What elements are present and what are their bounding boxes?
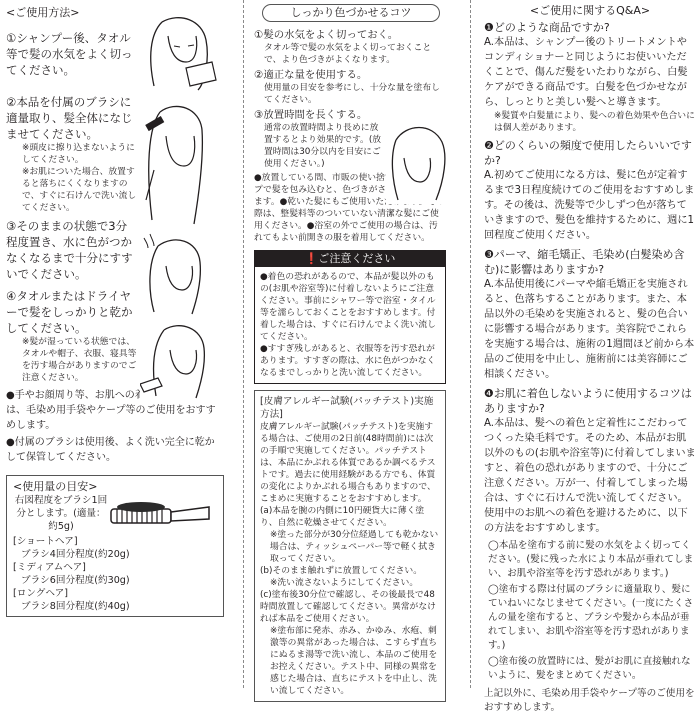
question-1: ❶どのような商品ですか? <box>484 21 610 34</box>
dry-illustration <box>140 320 220 400</box>
patch-test-step-a: (a)本品を腕の内側に10円硬貨大に薄く塗り、自然に乾燥させてください。 <box>260 506 425 528</box>
towel-dry-illustration <box>140 14 220 92</box>
usage-short-amount: ブラシ4回分程度(約20g) <box>21 549 130 560</box>
brush-apply-illustration <box>140 100 220 228</box>
alert-icon: ❗ <box>304 252 319 265</box>
rinse-illustration <box>140 232 220 318</box>
step-4-note: ※髪が湿っている状態では、タオルや帽子、衣服、寝具等を汚す場合がありますのでご注意ください。 <box>22 337 137 383</box>
caution-heading: ❗ご注意ください <box>255 251 445 267</box>
usage-short-label: [ショートヘア] <box>13 536 78 547</box>
patch-test-title: [皮膚アレルギー試験(パッチテスト)実施方法] <box>260 396 434 420</box>
usage-medium-label: [ミディアムヘア] <box>13 562 86 573</box>
tip-3-body: 通常の放置時間より長めに放置するとより効果的です。(放置時間は30分以内を目安にご使用ください。) <box>264 123 382 169</box>
tips-column <box>254 0 446 702</box>
patch-test-intro: 皮膚アレルギー試験(パッチテスト)を実施する場合は、ご使用の2日前(48時間前)には次の手順で実施してください。パッチテストは、本品にかぶれる体質であるか調べるテストです。過去に使用経験がある方でも、体質の変化によりかぶれる場合もありますので、こまめに実施することをおすすめします。 <box>260 422 436 504</box>
answer-3: A.本品使用後にパーマや縮毛矯正を実施されると、色落ちすることがあります。また、本品以外の毛染めを実施されると、髪の色合いに影響する場合があります。美容院でこれらを実施する場合は、施術の1週間ほど前から本品のご使用を中止し、施術前には美容師にご相談ください。 <box>484 279 695 380</box>
usage-medium-amount: ブラシ6回分程度(約30g) <box>21 575 130 586</box>
caution-box <box>254 250 446 384</box>
tip-1-title: ①髪の水気をよく切っておく。 <box>254 29 399 41</box>
usage-intro: 右図程度をブラシ1回分とします。(適量：約5g) <box>14 495 108 532</box>
patch-test-step-b: (b)そのまま触れずに放置してください。 <box>260 566 422 576</box>
brush-care: ●付属のブラシは使用後、よく洗い完全に乾かして保管してください。 <box>6 437 215 463</box>
tip-2-body: 使用量の目安を参考にし、十分な量を塗布してください。 <box>264 83 440 105</box>
answer-2: A.初めてご使用になる方は、髪に色が定着するまで3日程度続けてのご使用をおすすめします。その後は、洗髪等で少しずつ色が落ちていきますので、髪色を維持するために、週に1回程度ご使用ください。 <box>484 170 695 241</box>
column-divider <box>470 0 471 688</box>
brush-icon <box>109 497 213 531</box>
usage-long-amount: ブラシ8回分程度(約40g) <box>21 601 130 612</box>
patch-test-box <box>254 390 446 702</box>
hair-cap-illustration <box>386 120 450 204</box>
question-3: ❸パーマ、縮毛矯正、毛染め(白髪染め含む)に影響はありますか? <box>484 248 685 276</box>
tip-1-body: タオル等で髪の水気をよく切っておくことで、より色づきがよくなります。 <box>264 43 432 65</box>
glove-recommendation: ●手やお顔周り等、お肌への着色が気になる方は、毛染め用手袋やケープ等のご使用をおすすめします。 <box>6 390 216 431</box>
qa-column <box>484 0 696 715</box>
patch-test-step-a-note: ※塗った部分が30分位経過しても乾かない場合は、ティッシュペーパー等で軽く拭き取ってください。 <box>270 530 439 564</box>
step-2: ②本品を付属のブラシに適量取り、髪全体になじませてください。 <box>6 95 133 141</box>
usage-method-heading: <ご使用方法> <box>6 6 80 19</box>
tip-2-title: ②適正な量を使用する。 <box>254 69 368 81</box>
method-3: ◯塗布後の放置時には、髪がお肌に直接触れないように、髪をまとめてください。 <box>488 656 691 681</box>
tip-bullets: ●放置している間、市販の使い捨てヘアキャップで髪を包み込むと、色づきがさらによくなります。●乾いた髪にもご使用いただけます。その際は、整髪料等のついていない清潔な髪にご使用ください。●浴室の外でご使用の場合は、汚れてもよい前開きの服を着用してください。 <box>254 173 446 243</box>
closing-note: 上記以外に、毛染め用手袋やケープ等のご使用をおすすめします。 <box>484 688 695 713</box>
usage-amount-box <box>6 475 224 617</box>
answer-1: A.本品は、シャンプー後のトリートメントやコンディショナーと同じようにお使いいただくことで、傷んだ髪をいたわりながら、白髪ケアができる商品です。白髪を色づかせながら、しっとりと美しい髪へと導きます。 <box>484 37 688 108</box>
usage-long-label: [ロングヘア] <box>13 588 68 599</box>
question-4: ❹お肌に着色しないように使用するコツはありますか? <box>484 387 692 415</box>
answer-4: A.本品は、髪への着色と定着性にこだわってつくった染毛料です。そのため、本品がお肌以外のもの(お肌や浴室等)に付着してしまいますと、着色の恐れがありますので、十分にご注意ください。万が一、付着してしまった場合は、すぐに石けんで洗い流してください。使用中のお肌への着色を避けるために、以下の方法をおすすめします。 <box>484 418 696 534</box>
answer-1-note: ※髪質や白髪量により、髪への着色効果や色合いには個人差があります。 <box>494 111 695 133</box>
step-2-note-1: ※頭皮に擦り込まないようにしてください。 <box>22 143 135 165</box>
column-divider <box>243 0 244 688</box>
method-2: ◯塗布する際は付属のブラシに適量取り、髪にていねいになじませてください。(一度にたくさんの量を塗布すると、ブラシや髪から本品が垂れてしまい、お肌や浴室等を汚す恐れがあります。) <box>488 584 694 651</box>
patch-test-step-c-note: ※塗布部に発赤、赤み、かゆみ、水疱、刺激等の異常があった場合は、こすらず直ちにぬるま湯等で洗い流し、本品のご使用をお控えください。テスト中、同様の異常を感じた場合は、直ちにテストを中止し、洗い流してください。 <box>270 626 438 696</box>
caution-item-1: ●着色の恐れがあるので、本品が髪以外のもの(お肌や浴室等)に付着しないようにご注意ください。事前にシャワー等で浴室・タイル等を濡らしておくことをおすすめします。付着した場合は、すぐに石けんでよく洗い流してください。 <box>260 272 436 342</box>
usage-amount-title: <使用量の目安> <box>13 480 98 493</box>
patch-test-step-b-note: ※洗い流さないようにしてください。 <box>270 578 419 588</box>
question-2: ❷どのくらいの頻度で使用したらいいですか? <box>484 139 692 167</box>
qa-heading: <ご使用に関するQ&A> <box>529 4 651 17</box>
caution-item-2: ●すすぎ残しがあると、衣服等を汚す恐れがあります。すすぎの際は、水に色がつかなくなるまでしっかりと洗い流してください。 <box>260 344 436 378</box>
tip-3-title: ③放置時間を長くする。 <box>254 109 368 121</box>
step-2-note-2: ※お肌についた場合、放置すると落ちにくくなりますので、すぐに石けんで洗い流してください。 <box>22 167 137 213</box>
patch-test-step-c: (c)塗布後30分位で確認し、その後最長で48時間放置して確認してください。異常がなければ本品をご使用ください。 <box>260 590 436 624</box>
tips-heading: しっかり色づかせるコツ <box>262 4 440 22</box>
step-4: ④タオルまたはドライヤーで髪をしっかりと乾かしてください。 <box>6 289 133 335</box>
method-1: ◯本品を塗布する前に髪の水気をよく切ってください。(髪に残った水により本品が垂れてしまい、お肌や浴室等を汚す恐れがあります。) <box>488 540 694 579</box>
step-3: ③そのままの状態で3分程度置き、水に色がつかなくなるまで十分にすすいでください。 <box>6 219 133 281</box>
step-1: ①シャンプー後、タオル等で髪の水気をよく切ってください。 <box>6 31 133 77</box>
